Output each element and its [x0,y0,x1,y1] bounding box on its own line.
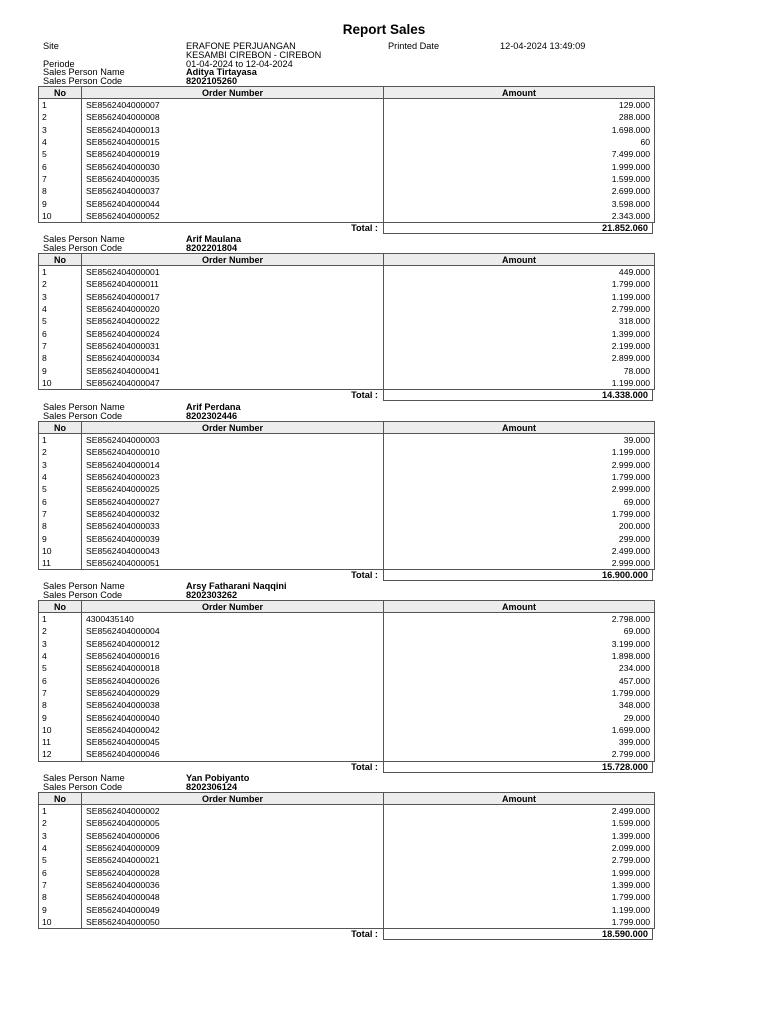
cell-order-number: SE8562404000043 [82,545,384,557]
table-row [39,315,655,327]
cell-no: 6 [39,327,82,339]
cell-order-number: SE8562404000008 [82,111,384,123]
total-amount: 15.728.000 [383,761,653,773]
table-row [39,495,655,507]
cell-order-number: SE8562404000036 [82,879,384,891]
table-row [39,830,655,842]
total-label: Total : [351,929,378,939]
sales-person-code: 8202302446 [186,411,238,421]
cell-amount: 2.799.000 [384,303,655,315]
cell-no: 4 [39,303,82,315]
cell-amount: 1.199.000 [384,903,655,915]
cell-order-number: SE8562404000029 [82,687,384,699]
table-header-row [39,254,655,266]
cell-amount: 318.000 [384,315,655,327]
table-row [39,136,655,148]
table-row [39,613,655,626]
cell-order-number: SE8562404000039 [82,532,384,544]
cell-no: 4 [39,471,82,483]
cell-order-number: SE8562404000030 [82,160,384,172]
total-label: Total : [351,761,378,772]
cell-amount: 457.000 [384,674,655,686]
total-row [38,222,654,235]
cell-no: 5 [39,662,82,674]
cell-order-number: SE8562404000021 [82,854,384,866]
cell-amount: 1.399.000 [384,830,655,842]
site-value-line2: KESAMBI CIREBON - CIREBON [186,50,322,60]
sales-person-code: 8202201804 [186,243,238,253]
column-header-amount: Amount [384,793,655,805]
cell-no: 4 [39,842,82,854]
site-label: Site [43,41,59,51]
cell-amount: 2.499.000 [384,805,655,818]
cell-no: 3 [39,638,82,650]
table-header-row [39,793,655,805]
cell-amount: 200.000 [384,520,655,532]
cell-amount: 2.999.000 [384,459,655,471]
cell-amount: 7.499.000 [384,148,655,160]
cell-amount: 1.199.000 [384,291,655,303]
table-row [39,278,655,290]
cell-amount: 1.399.000 [384,327,655,339]
total-amount: 18.590.000 [383,928,653,940]
cell-no: 5 [39,854,82,866]
table-row [39,266,655,279]
column-header-no: No [39,87,82,99]
cell-amount: 2.899.000 [384,352,655,364]
table-row [39,711,655,723]
cell-order-number: SE8562404000033 [82,520,384,532]
table-row [39,866,655,878]
table-row [39,173,655,185]
cell-no: 9 [39,197,82,209]
table-row [39,532,655,544]
sales-person-name: Arsy Fatharani Naqqini [186,581,287,591]
cell-no: 6 [39,495,82,507]
cell-no: 4 [39,136,82,148]
cell-amount: 2.699.000 [384,185,655,197]
orders-table [38,792,655,929]
cell-amount: 2.799.000 [384,854,655,866]
cell-no: 1 [39,99,82,112]
table-row [39,446,655,458]
table-row [39,434,655,447]
cell-no: 7 [39,687,82,699]
table-row [39,903,655,915]
table-row [39,124,655,136]
column-header-order-number: Order Number [82,87,384,99]
cell-amount: 1.799.000 [384,471,655,483]
table-row [39,650,655,662]
column-header-no: No [39,422,82,434]
cell-amount: 1.799.000 [384,916,655,929]
table-row [39,891,655,903]
table-row [39,111,655,123]
cell-no: 5 [39,483,82,495]
cell-amount: 234.000 [384,662,655,674]
cell-no: 11 [39,557,82,570]
sales-person-name: Yan Pobiyanto [186,773,250,783]
column-header-no: No [39,254,82,266]
cell-no: 12 [39,748,82,761]
table-row [39,210,655,223]
cell-order-number: SE8562404000012 [82,638,384,650]
cell-no: 5 [39,315,82,327]
cell-amount: 1.999.000 [384,866,655,878]
cell-no: 8 [39,891,82,903]
cell-order-number: SE8562404000046 [82,748,384,761]
sales-person-code-label: Sales Person Code [43,782,123,792]
table-header-row [39,87,655,99]
cell-order-number: SE8562404000051 [82,557,384,570]
cell-no: 9 [39,711,82,723]
column-header-amount: Amount [384,601,655,613]
cell-order-number: SE8562404000014 [82,459,384,471]
printed-date-value: 12-04-2024 13:49:09 [500,41,586,51]
table-row [39,662,655,674]
cell-order-number: SE8562404000023 [82,471,384,483]
total-row [38,569,654,582]
printed-date-label: Printed Date [388,41,440,51]
table-row [39,724,655,736]
cell-no: 3 [39,830,82,842]
cell-order-number: SE8562404000050 [82,916,384,929]
cell-amount: 1.698.000 [384,124,655,136]
cell-order-number: SE8562404000042 [82,724,384,736]
cell-amount: 449.000 [384,266,655,279]
cell-order-number: SE8562404000005 [82,817,384,829]
cell-amount: 60 [384,136,655,148]
cell-no: 6 [39,160,82,172]
total-row [38,928,654,941]
table-row [39,185,655,197]
sales-person-name: Arif Perdana [186,402,241,412]
total-label: Total : [351,390,378,400]
cell-no: 6 [39,674,82,686]
cell-amount: 1.599.000 [384,173,655,185]
cell-no: 8 [39,699,82,711]
orders-table [38,253,655,390]
cell-no: 4 [39,650,82,662]
cell-no: 10 [39,377,82,390]
column-header-amount: Amount [384,254,655,266]
sales-person-name: Aditya Tirtayasa [186,67,257,77]
table-row [39,459,655,471]
cell-order-number: SE8562404000038 [82,699,384,711]
cell-order-number: SE8562404000024 [82,327,384,339]
table-row [39,748,655,761]
cell-order-number: SE8562404000034 [82,352,384,364]
column-header-order-number: Order Number [82,793,384,805]
sales-person-code-label: Sales Person Code [43,243,123,253]
cell-order-number: SE8562404000003 [82,434,384,447]
cell-amount: 69.000 [384,625,655,637]
table-row [39,687,655,699]
table-row [39,520,655,532]
sales-person-name-label: Sales Person Name [43,773,125,783]
cell-no: 7 [39,173,82,185]
table-row [39,303,655,315]
cell-amount: 3.199.000 [384,638,655,650]
orders-table [38,600,655,762]
cell-order-number: SE8562404000025 [82,483,384,495]
cell-order-number: SE8562404000052 [82,210,384,223]
cell-no: 3 [39,459,82,471]
cell-amount: 78.000 [384,364,655,376]
table-row [39,817,655,829]
periode-value: 01-04-2024 to 12-04-2024 [186,59,293,69]
table-row [39,557,655,570]
table-row [39,197,655,209]
orders-table [38,86,655,223]
cell-no: 8 [39,520,82,532]
cell-order-number: SE8562404000027 [82,495,384,507]
cell-amount: 1.399.000 [384,879,655,891]
total-amount: 21.852.060 [383,222,653,234]
cell-order-number: SE8562404000035 [82,173,384,185]
cell-order-number: SE8562404000031 [82,340,384,352]
cell-order-number: SE8562404000018 [82,662,384,674]
sales-person-name-label: Sales Person Name [43,67,125,77]
cell-amount: 2.799.000 [384,748,655,761]
cell-amount: 1.199.000 [384,377,655,390]
cell-no: 10 [39,916,82,929]
cell-no: 1 [39,613,82,626]
site-value-line1: ERAFONE PERJUANGAN [186,41,296,51]
table-row [39,638,655,650]
cell-amount: 1.799.000 [384,508,655,520]
cell-no: 6 [39,866,82,878]
cell-no: 7 [39,879,82,891]
table-row [39,545,655,557]
column-header-order-number: Order Number [82,254,384,266]
cell-amount: 1.898.000 [384,650,655,662]
total-amount: 16.900.000 [383,569,653,581]
cell-order-number: SE8562404000011 [82,278,384,290]
table-row [39,842,655,854]
table-row [39,483,655,495]
cell-no: 9 [39,903,82,915]
cell-no: 1 [39,805,82,818]
cell-order-number: SE8562404000044 [82,197,384,209]
table-header-row [39,422,655,434]
cell-no: 9 [39,532,82,544]
cell-order-number: SE8562404000026 [82,674,384,686]
cell-order-number: SE8562404000032 [82,508,384,520]
sales-person-code: 8202105260 [186,76,238,86]
cell-amount: 1.799.000 [384,891,655,903]
table-row [39,674,655,686]
cell-order-number: SE8562404000017 [82,291,384,303]
column-header-order-number: Order Number [82,601,384,613]
cell-order-number: SE8562404000009 [82,842,384,854]
cell-order-number: SE8562404000028 [82,866,384,878]
table-row [39,352,655,364]
cell-no: 11 [39,736,82,748]
table-row [39,291,655,303]
column-header-no: No [39,601,82,613]
column-header-order-number: Order Number [82,422,384,434]
table-row [39,854,655,866]
cell-amount: 288.000 [384,111,655,123]
cell-no: 7 [39,340,82,352]
cell-order-number: SE8562404000006 [82,830,384,842]
sales-person-name-label: Sales Person Name [43,234,125,244]
total-label: Total : [351,223,378,233]
cell-no: 10 [39,724,82,736]
table-row [39,805,655,818]
cell-order-number: SE8562404000016 [82,650,384,662]
cell-amount: 1.599.000 [384,817,655,829]
table-row [39,364,655,376]
sales-person-code: 8202306124 [186,782,238,792]
sales-person-name-label: Sales Person Name [43,402,125,412]
column-header-amount: Amount [384,87,655,99]
cell-order-number: SE8562404000019 [82,148,384,160]
cell-amount: 1.699.000 [384,724,655,736]
table-row [39,916,655,929]
cell-amount: 2.999.000 [384,483,655,495]
table-header-row [39,601,655,613]
cell-amount: 1.799.000 [384,687,655,699]
cell-no: 2 [39,817,82,829]
cell-amount: 69.000 [384,495,655,507]
cell-amount: 2.199.000 [384,340,655,352]
cell-no: 10 [39,545,82,557]
table-row [39,377,655,390]
cell-amount: 348.000 [384,699,655,711]
table-row [39,736,655,748]
cell-amount: 2.798.000 [384,613,655,626]
table-row [39,99,655,112]
total-amount: 14.338.000 [383,389,653,401]
cell-order-number: SE8562404000007 [82,99,384,112]
cell-no: 2 [39,278,82,290]
cell-order-number: SE8562404000041 [82,364,384,376]
cell-amount: 2.099.000 [384,842,655,854]
cell-amount: 299.000 [384,532,655,544]
table-row [39,148,655,160]
cell-amount: 1.199.000 [384,446,655,458]
table-row [39,625,655,637]
sales-person-code: 8202303262 [186,590,238,600]
cell-order-number: SE8562404000022 [82,315,384,327]
cell-no: 10 [39,210,82,223]
column-header-amount: Amount [384,422,655,434]
cell-amount: 2.343.000 [384,210,655,223]
cell-order-number: 4300435140 [82,613,384,626]
column-header-no: No [39,793,82,805]
cell-order-number: SE8562404000002 [82,805,384,818]
cell-no: 9 [39,364,82,376]
sales-person-code-label: Sales Person Code [43,411,123,421]
cell-order-number: SE8562404000049 [82,903,384,915]
total-row [38,389,654,402]
table-row [39,699,655,711]
cell-no: 8 [39,352,82,364]
cell-no: 7 [39,508,82,520]
cell-order-number: SE8562404000040 [82,711,384,723]
cell-no: 2 [39,111,82,123]
cell-order-number: SE8562404000015 [82,136,384,148]
cell-order-number: SE8562404000004 [82,625,384,637]
table-row [39,327,655,339]
cell-amount: 39.000 [384,434,655,447]
cell-no: 1 [39,266,82,279]
cell-order-number: SE8562404000013 [82,124,384,136]
cell-no: 3 [39,124,82,136]
cell-order-number: SE8562404000048 [82,891,384,903]
cell-amount: 1.799.000 [384,278,655,290]
table-row [39,508,655,520]
table-row [39,471,655,483]
cell-no: 8 [39,185,82,197]
cell-amount: 29.000 [384,711,655,723]
cell-order-number: SE8562404000010 [82,446,384,458]
cell-no: 1 [39,434,82,447]
table-row [39,340,655,352]
periode-label: Periode [43,59,75,69]
table-row [39,879,655,891]
sales-person-code-label: Sales Person Code [43,76,123,86]
cell-amount: 129.000 [384,99,655,112]
cell-amount: 2.499.000 [384,545,655,557]
cell-amount: 1.999.000 [384,160,655,172]
cell-order-number: SE8562404000047 [82,377,384,390]
sales-person-name-label: Sales Person Name [43,581,125,591]
cell-order-number: SE8562404000045 [82,736,384,748]
total-row [38,761,654,774]
sales-person-name: Arif Maulana [186,234,242,244]
cell-order-number: SE8562404000001 [82,266,384,279]
cell-no: 2 [39,625,82,637]
table-row [39,160,655,172]
sales-person-code-label: Sales Person Code [43,590,123,600]
cell-order-number: SE8562404000037 [82,185,384,197]
orders-table [38,421,655,570]
cell-no: 2 [39,446,82,458]
total-label: Total : [351,570,378,581]
cell-order-number: SE8562404000020 [82,303,384,315]
cell-no: 5 [39,148,82,160]
cell-no: 3 [39,291,82,303]
cell-amount: 3.598.000 [384,197,655,209]
report-title: Report Sales [342,22,426,37]
cell-amount: 399.000 [384,736,655,748]
cell-amount: 2.999.000 [384,557,655,570]
